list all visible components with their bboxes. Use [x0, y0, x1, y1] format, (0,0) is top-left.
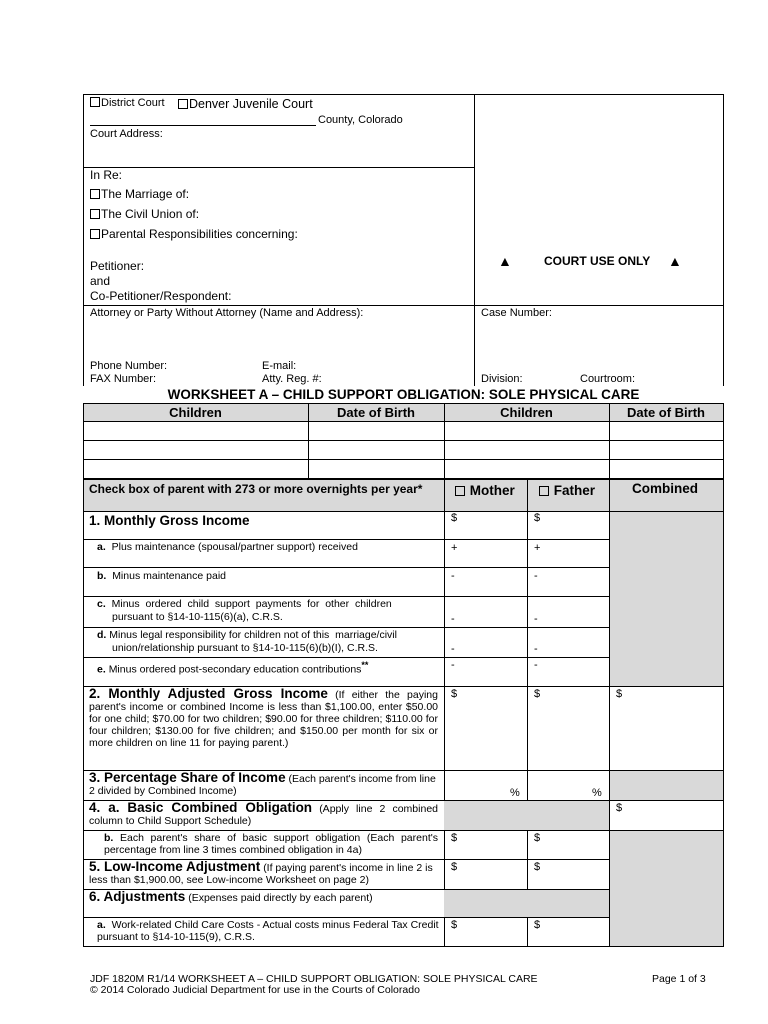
- line2-mother-dollar[interactable]: $: [451, 688, 458, 700]
- line4b-mother-dollar[interactable]: $: [451, 832, 458, 844]
- line6-label: 6. Adjustments: [89, 889, 186, 904]
- courtroom-label: Courtroom:: [580, 373, 636, 385]
- line6a-letter: a.: [97, 919, 106, 931]
- court-address-label: Court Address:: [90, 128, 163, 140]
- marriage-option[interactable]: [90, 187, 189, 202]
- co-petitioner-label: Co-Petitioner/Respondent:: [90, 289, 232, 303]
- denver-juvenile-court-label: Denver Juvenile Court: [189, 97, 313, 111]
- parental-checkbox[interactable]: [90, 229, 100, 239]
- phone-label: Phone Number:: [90, 360, 168, 372]
- line1e-label: Minus ordered post-secondary education contributions: [108, 663, 362, 676]
- line6a-label: Work-related Child Care Costs - Actual costs minus Federal Tax Credit pursuant to §14-10-115(9), C.R.S.: [97, 919, 439, 943]
- line1d-letter: d.: [97, 629, 107, 641]
- line1d-label: Minus legal responsibility for children not of this marriage/civil: [109, 629, 397, 641]
- line1c-label-cont: pursuant to §14-10-115(6)(a), C.R.S.: [112, 611, 283, 623]
- line6-block: [89, 891, 438, 904]
- line3-mother-percent[interactable]: %: [510, 787, 520, 799]
- line4b-father-dollar[interactable]: $: [534, 832, 541, 844]
- civil-union-checkbox[interactable]: [90, 209, 100, 219]
- line1e-footnote-mark: **: [361, 660, 369, 670]
- children-header: Children: [500, 405, 553, 420]
- line1a-father-plus[interactable]: +: [534, 542, 541, 554]
- mother-checkbox[interactable]: [455, 486, 465, 496]
- line1c-label: Minus ordered child support payments for other children: [111, 598, 392, 610]
- line2-label: 2. Monthly Adjusted Gross Income: [89, 686, 328, 701]
- line1b-label: Minus maintenance paid: [112, 570, 227, 582]
- line5-label: 5. Low-Income Adjustment: [89, 859, 261, 874]
- line5-block: [89, 861, 438, 886]
- line1-mother-dollar[interactable]: $: [451, 512, 458, 524]
- county-label: County, Colorado: [318, 114, 403, 126]
- line1-father-dollar[interactable]: $: [534, 512, 541, 524]
- line5-mother-dollar[interactable]: $: [451, 861, 458, 873]
- line6a-father-dollar[interactable]: $: [534, 919, 541, 931]
- line1d-mother-minus[interactable]: -: [451, 643, 455, 655]
- children-header: Children: [169, 405, 222, 420]
- footer-page-number: Page 1 of 3: [652, 973, 706, 985]
- line4b-letter: b.: [104, 832, 114, 844]
- line1c-mother-minus[interactable]: -: [451, 613, 455, 625]
- atty-reg-label: Atty. Reg. #:: [262, 373, 322, 385]
- line4b-block: [104, 832, 438, 856]
- line1c-letter: c.: [97, 598, 106, 610]
- civil-union-label: The Civil Union of:: [101, 207, 200, 221]
- up-arrow-icon: ▲: [668, 253, 682, 269]
- civil-union-option[interactable]: [90, 207, 199, 222]
- footer-form-id: JDF 1820M R1/14 WORKSHEET A – CHILD SUPPORT OBLIGATION: SOLE PHYSICAL CARE: [90, 973, 538, 985]
- line4b-label: Each parent's share of basic support obligation (Each parent's percentage from line 3 times combined obligation in 4a): [104, 832, 438, 856]
- line1e-father-minus[interactable]: -: [534, 659, 538, 671]
- county-blank[interactable]: [90, 125, 316, 126]
- line6a-mother-dollar[interactable]: $: [451, 919, 458, 931]
- line3-block: [89, 772, 438, 797]
- combined-header: Combined: [632, 481, 698, 496]
- worksheet-title: WORKSHEET A – CHILD SUPPORT OBLIGATION: SOLE PHYSICAL CARE: [167, 387, 640, 402]
- footer-copyright: © 2014 Colorado Judicial Department for use in the Courts of Colorado: [90, 984, 420, 996]
- line4a-label: 4. a. Basic Combined Obligation: [89, 800, 313, 815]
- up-arrow-icon: ▲: [498, 253, 512, 269]
- line1c-father-minus[interactable]: -: [534, 613, 538, 625]
- dob-header: Date of Birth: [627, 405, 705, 420]
- denver-juvenile-court-checkbox[interactable]: [178, 99, 188, 109]
- mother-label: Mother: [469, 483, 515, 498]
- email-label: E-mail:: [262, 360, 297, 372]
- line2-combined-dollar[interactable]: $: [616, 688, 623, 700]
- attorney-label: Attorney or Party Without Attorney (Name and Address):: [90, 307, 364, 319]
- line2-block: [89, 688, 438, 749]
- father-option[interactable]: [539, 483, 595, 498]
- district-court-checkbox[interactable]: [90, 97, 100, 107]
- line6-note: (Expenses paid directly by each parent): [188, 892, 373, 904]
- line4a-block: [89, 802, 438, 827]
- dob-header: Date of Birth: [337, 405, 415, 420]
- line1e-mother-minus[interactable]: -: [451, 659, 455, 671]
- marriage-label: The Marriage of:: [101, 187, 190, 201]
- petitioner-label: Petitioner:: [90, 259, 145, 273]
- line3-note: (Each parent's income from line 2 divided by Combined Income): [89, 773, 436, 797]
- line1b-father-minus[interactable]: -: [534, 570, 538, 582]
- father-checkbox[interactable]: [539, 486, 549, 496]
- district-court-label: District Court: [101, 97, 165, 109]
- denver-juvenile-court-option[interactable]: [178, 97, 313, 112]
- line1b-mother-minus[interactable]: -: [451, 570, 455, 582]
- fax-label: FAX Number:: [90, 373, 157, 385]
- line4a-combined-dollar[interactable]: $: [616, 802, 623, 814]
- division-label: Division:: [481, 373, 523, 385]
- line2-note: (If either the paying parent's income or combined Income is less than $1,100.00, enter $50.00 for one child; $70.00 for two children; $90.00 for three children; $110.00 for four children; $130.00 for five children; and $150.00 per month for six or more children on line 11 for paying parent.): [89, 689, 438, 749]
- case-number-label: Case Number:: [481, 307, 552, 319]
- overnights-label: Check box of parent with 273 or more overnights per year*: [89, 482, 423, 496]
- marriage-checkbox[interactable]: [90, 189, 100, 199]
- mother-option[interactable]: [455, 483, 515, 498]
- line1b-letter: b.: [97, 570, 107, 582]
- line1a-mother-plus[interactable]: +: [451, 542, 458, 554]
- father-label: Father: [553, 483, 596, 498]
- line1d-father-minus[interactable]: -: [534, 643, 538, 655]
- line4a-note: (Apply line 2 combined column to Child Support Schedule): [89, 803, 438, 827]
- district-court-option[interactable]: [90, 97, 165, 110]
- line1a-letter: a.: [97, 541, 106, 553]
- line3-label: 3. Percentage Share of Income: [89, 770, 286, 785]
- line5-note: (If paying parent's income in line 2 is less than $1,900.00, see Low-income Worksheet on page 2): [89, 862, 433, 886]
- court-use-only-label: COURT USE ONLY: [544, 254, 651, 268]
- line1d-label-cont: union/relationship pursuant to §14-10-115(6)(b)(I), C.R.S.: [112, 642, 378, 654]
- and-label: and: [90, 274, 111, 288]
- line1-label: 1. Monthly Gross Income: [89, 513, 250, 528]
- line2-father-dollar[interactable]: $: [534, 688, 541, 700]
- parental-option[interactable]: [90, 227, 298, 242]
- line1a-label: Plus maintenance (spousal/partner support) received: [111, 541, 358, 553]
- parental-label: Parental Responsibilities concerning:: [101, 227, 298, 241]
- line6a-block: [97, 919, 439, 943]
- line3-father-percent[interactable]: %: [592, 787, 602, 799]
- in-re-label: In Re:: [90, 168, 123, 182]
- line5-father-dollar[interactable]: $: [534, 861, 541, 873]
- line1e-letter: e.: [97, 663, 106, 676]
